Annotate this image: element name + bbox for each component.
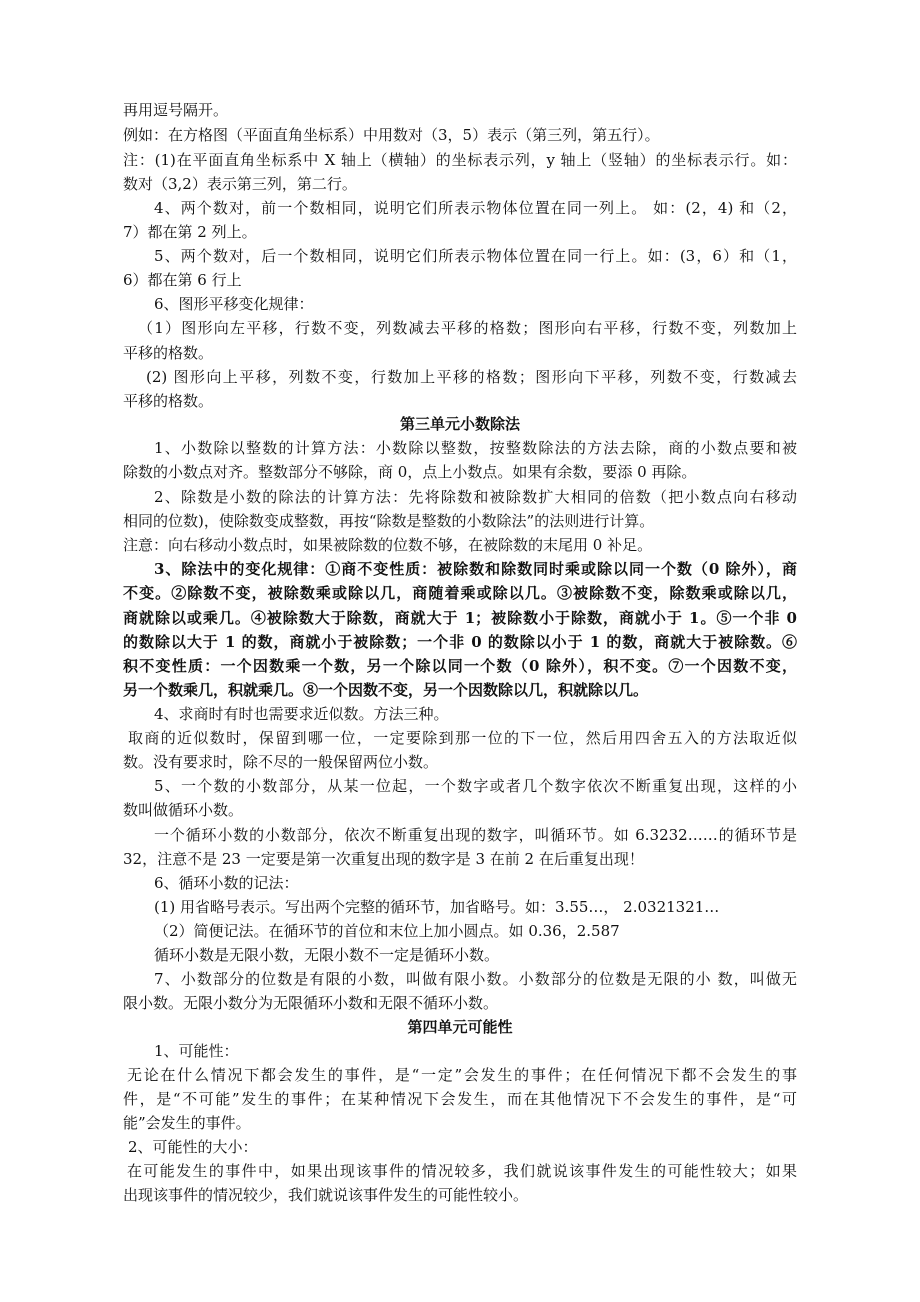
- text-line: 数叫做循环小数。: [123, 801, 244, 819]
- text-line: 7）都在第 2 列上。: [123, 223, 257, 241]
- text-line: 6）都在第 6 行上: [123, 271, 242, 289]
- text-line: 再用逗号隔开。: [123, 101, 229, 119]
- text-line: 2、除数是小数的除法的计算方法：先将除数和被除数扩大相同的倍数（把小数点向右移动: [154, 488, 797, 506]
- text-line: 另一个数乘几，积就乘几。⑧一个因数不变，另一个因数除以几，积就除以几。: [123, 681, 649, 699]
- text-line: 数。没有要求时，除不尽的一般保留两位小数。: [123, 753, 439, 771]
- section-heading: 第三单元小数除法: [399, 415, 520, 433]
- text-line: 的数除以大于 1 的数，商就小于被除数；一个非 0 的数除以小于 1 的数，商就大于被除数。⑥: [123, 633, 797, 651]
- text-line: (2) 图形向上平移，列数不变，行数加上平移的格数；图形向下平移，列数不变，行数减去: [146, 368, 797, 386]
- text-line: 平移的格数。: [123, 344, 214, 362]
- text-line: 在可能发生的事件中，如果出现该事件的情况较多，我们就说该事件发生的可能性较大；如果: [127, 1162, 797, 1180]
- text-line: 2、可能性的大小：: [128, 1138, 258, 1156]
- text-line: 积不变性质：一个因数乘一个数，另一个除以同一个数（0 除外），积不变。⑦一个因数不变，: [123, 657, 797, 675]
- text-line: 件，是“不可能”发生的事件；在某种情况下会发生，而在其他情况下不会发生的事件，是“可: [123, 1090, 797, 1108]
- text-line: （1）图形向左平移，行数不变，列数减去平移的格数；图形向右平移，行数不变，列数加上: [138, 319, 797, 337]
- text-line: (1) 用省略号表示。写出两个完整的循环节，加省略号。如：3.55…， 2.0321321…: [154, 898, 720, 916]
- text-line: 4、求商时有时也需要求近似数。方法三种。: [154, 705, 449, 723]
- text-line: 注：(1)在平面直角坐标系中 X 轴上（横轴）的坐标表示列，y 轴上（竖轴）的坐标表示行。如：: [123, 151, 797, 169]
- text-line: 6、循环小数的记法：: [154, 874, 299, 892]
- text-line: 注意：向右移动小数点时，如果被除数的位数不够，在被除数的末尾用 0 补足。: [123, 536, 653, 554]
- text-line: 5、一个数的小数部分，从某一位起，一个数字或者几个数字依次不断重复出现，这样的小: [154, 777, 797, 795]
- text-line: 数对（3,2）表示第三列，第二行。: [123, 175, 357, 193]
- text-line: 商就除以或乘几。④被除数大于除数，商就大于 1；被除数小于除数，商就小于 1。⑤一个非 0: [123, 609, 797, 627]
- text-line: 4、两个数对，前一个数相同，说明它们所表示物体位置在同一列上。 如：(2，4) 和（2，: [154, 199, 797, 217]
- text-line: 7、小数部分的位数是有限的小数，叫做有限小数。小数部分的位数是无限的小 数，叫做无: [154, 970, 797, 988]
- text-line: 限小数。无限小数分为无限循环小数和无限不循环小数。: [123, 994, 499, 1012]
- text-line: 3、除法中的变化规律：①商不变性质：被除数和除数同时乘或除以同一个数（0 除外），商: [154, 560, 797, 578]
- text-line: 一个循环小数的小数部分，依次不断重复出现的数字，叫循环节。如 6.3232……的循环节是: [154, 826, 797, 844]
- text-line: 1、可能性：: [154, 1042, 239, 1060]
- text-line: 出现该事件的情况较少，我们就说该事件发生的可能性较小。: [123, 1186, 529, 1204]
- text-line: 5、两个数对，后一个数相同，说明它们所表示物体位置在同一行上。如：(3，6）和（1，: [154, 247, 797, 265]
- text-line: 32，注意不是 23 一定要是第一次重复出现的数字是 3 在前 2 在后重复出现！: [123, 850, 644, 868]
- text-line: 1、小数除以整数的计算方法：小数除以整数，按整数除法的方法去除，商的小数点要和被: [154, 439, 797, 457]
- text-line: 6、图形平移变化规律：: [154, 295, 314, 313]
- text-line: 平移的格数。: [123, 392, 214, 410]
- text-line: 不变。②除数不变，被除数乘或除以几，商随着乘或除以几。③被除数不变，除数乘或除以几，: [123, 584, 797, 602]
- text-line: 取商的近似数时，保留到哪一位，一定要除到那一位的下一位，然后用四舍五入的方法取近似: [128, 729, 797, 747]
- text-line: 能”会发生的事件。: [123, 1114, 251, 1132]
- text-line: 除数的小数点对齐。整数部分不够除，商 0，点上小数点。如果有余数，要添 0 再除。: [123, 463, 697, 481]
- text-line: 相同的位数)，使除数变成整数，再按“除数是整数的小数除法”的法则进行计算。: [123, 512, 655, 530]
- text-line: 无论在什么情况下都会发生的事件，是“一定”会发生的事件；在任何情况下都不会发生的事: [127, 1066, 797, 1084]
- text-line: 循环小数是无限小数，无限小数不一定是循环小数。: [154, 946, 500, 964]
- text-line: 例如：在方格图（平面直角坐标系）中用数对（3，5）表示（第三列，第五行）。: [123, 126, 660, 144]
- section-heading: 第四单元可能性: [407, 1018, 513, 1036]
- text-line: （2）简便记法。在循环节的首位和末位上加小圆点。如 0.36，2.587: [154, 922, 620, 940]
